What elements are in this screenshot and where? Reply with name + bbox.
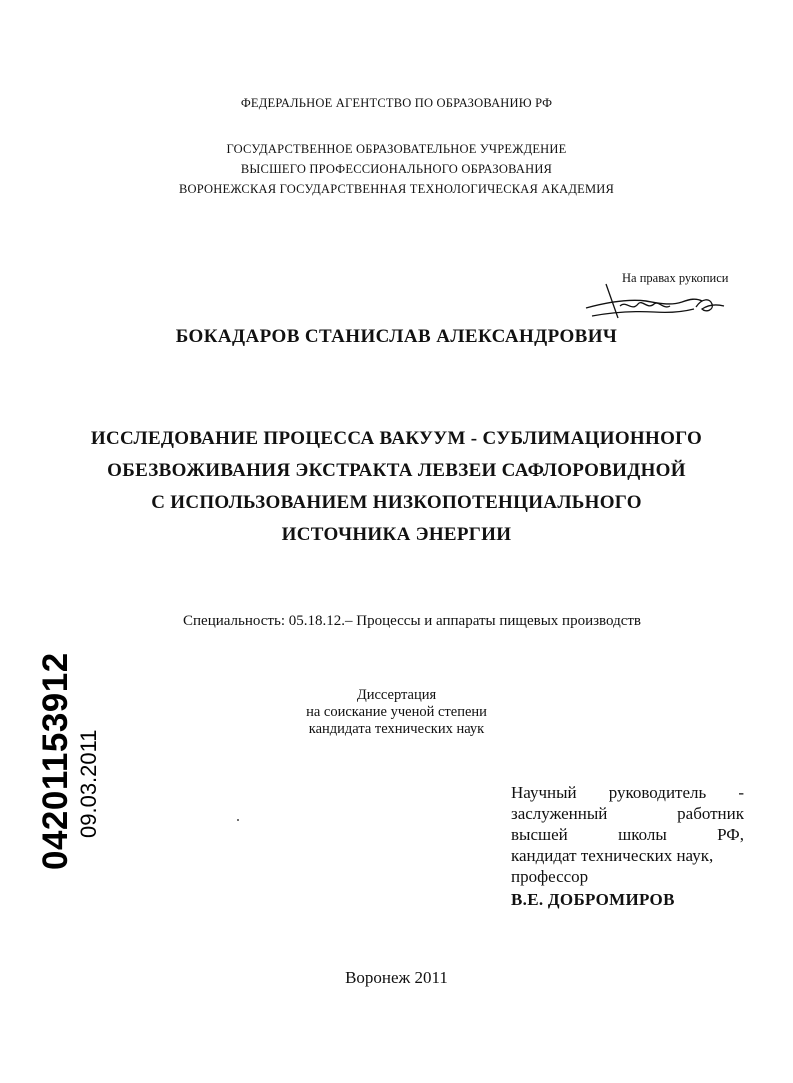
stamp-number: 04201153912	[36, 652, 75, 870]
degree-line: на соискание ученой степени	[306, 704, 487, 720]
title-line: ОБЕЗВОЖИВАНИЯ ЭКСТРАКТА ЛЕВЗЕИ САФЛОРОВИДНОЙ	[107, 460, 686, 481]
agency-header: ФЕДЕРАЛЬНОЕ АГЕНТСТВО ПО ОБРАЗОВАНИЮ РФ	[240, 96, 553, 110]
title-line: ИССЛЕДОВАНИЕ ПРОЦЕССА ВАКУУМ - СУБЛИМАЦИОННОГО	[90, 428, 703, 449]
author-signature	[578, 282, 733, 322]
scan-speck	[237, 819, 239, 821]
supervisor-line: Научный руководитель -	[511, 783, 744, 802]
institution-header	[0, 139, 793, 199]
supervisor-block	[511, 782, 744, 913]
institution-line: ВЫСШЕГО ПРОФЕССИОНАЛЬНОГО ОБРАЗОВАНИЯ	[240, 162, 553, 176]
title-line: С ИСПОЛЬЗОВАНИЕМ НИЗКОПОТЕНЦИАЛЬНОГО	[151, 492, 642, 513]
supervisor-line: кандидат технических наук,	[511, 846, 714, 865]
institution-line: ГОСУДАРСТВЕННОЕ ОБРАЗОВАТЕЛЬНОЕ УЧРЕЖДЕНИЕ	[226, 142, 567, 156]
specialty-line: Специальность: 05.18.12.– Процессы и аппараты пищевых производств	[183, 613, 641, 629]
supervisor-line: высшей школы РФ,	[511, 825, 744, 844]
institution-line: ВОРОНЕЖСКАЯ ГОСУДАРСТВЕННАЯ ТЕХНОЛОГИЧЕСКАЯ АКАДЕМИЯ	[178, 182, 615, 196]
degree-line: кандидата технических наук	[308, 721, 485, 737]
city-year: Воронеж 2011	[345, 968, 448, 987]
supervisor-name: В.Е. ДОБРОМИРОВ	[511, 890, 675, 909]
rights-note: На правах рукописи	[622, 271, 729, 285]
degree-line: Диссертация	[356, 687, 437, 703]
author-name: БОКАДАРОВ СТАНИСЛАВ АЛЕКСАНДРОВИЧ	[175, 326, 618, 347]
dissertation-title	[0, 423, 793, 551]
supervisor-line: заслуженный работник	[511, 804, 744, 823]
title-line: ИСТОЧНИКА ЭНЕРГИИ	[281, 524, 512, 545]
degree-statement	[0, 687, 793, 738]
supervisor-line: профессор	[511, 867, 589, 886]
stamp-date: 09.03.2011	[76, 729, 101, 838]
